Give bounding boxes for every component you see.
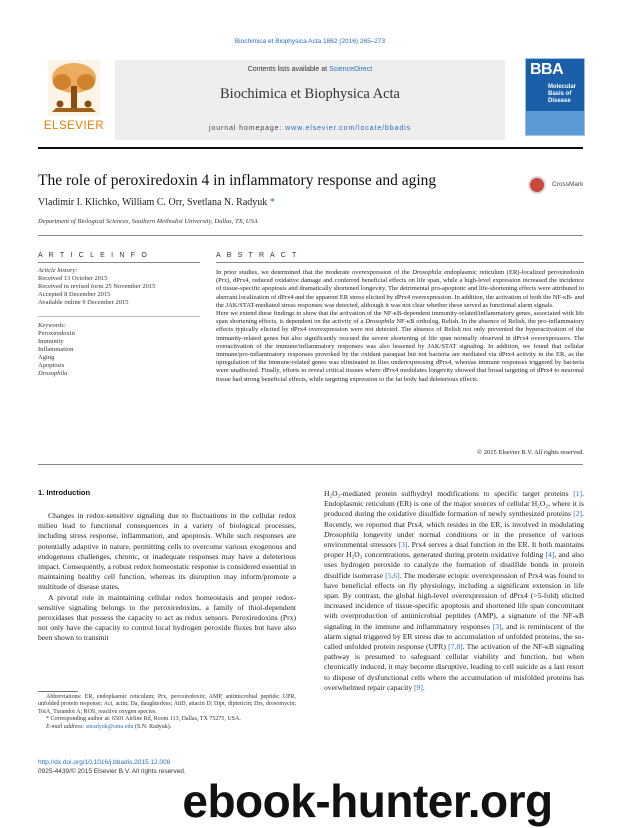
issn-line: 0925-4439/© 2015 Elsevier B.V. All rights reserved. [38, 768, 186, 775]
keywords-block [38, 322, 200, 378]
cover-subtitle: Molecular Basis of Disease [548, 84, 577, 104]
sciencedirect-link[interactable]: ScienceDirect [329, 66, 373, 73]
cover-decorative-band [526, 111, 584, 135]
abstract-copyright: © 2015 Elsevier B.V. All rights reserved. [477, 449, 584, 456]
intro-paragraph-2: A pivotal role in maintaining cellular redox homeostasis and proper redox-sensitive signaling belongs to the peroxiredoxins, a family of thiol-dependent peroxidases that possess the capacity to act as redox sensors. Peroxiredoxins (Prx) not only have the capacity to control local hydrogen peroxide fluxes but have also been shown to transmit [38, 592, 296, 643]
body-text-run: . The moderate ectopic overexpression of Prx4 was found to have beneficial effects on fly physiology, including a significant extension in life span. By contrast, the global high-level overexpression of dPrx4 (>5-fold) elicited increased incidence of tissue-specific apoptosis and shortened life span concomitant with overproduction of antimicrobial peptides (AMP), a signature of the NF-κB signaling in the immune and inflammatory responses [324, 570, 584, 631]
contents-availability-line [115, 66, 505, 73]
body-text-run: . Endoplasmic reticulum (ER) is one of the major sources of cellular H₂O₂, where it is produced during the oxidative disulfide formation of newly synthesized proteins [324, 489, 584, 519]
reference-link[interactable]: [7,8] [448, 642, 463, 652]
elsevier-logo [38, 60, 110, 138]
body-text-run: longevity under normal conditions or in the presence of various environmental stressors [324, 529, 584, 550]
abstract-heading: A B S T R A C T [216, 252, 299, 259]
reference-link[interactable]: [5,6] [385, 570, 400, 580]
reference-link[interactable]: [4] [545, 550, 555, 560]
footnotes [38, 694, 296, 731]
contents-prefix: Contents lists available at [247, 66, 330, 73]
history-revised: Received in revised form 25 November 2015 [38, 283, 156, 290]
homepage-link[interactable]: www.elsevier.com/locate/bbadis [285, 125, 411, 132]
reference-link[interactable]: [3] [398, 540, 408, 550]
article-info-heading: A R T I C L E I N F O [38, 252, 150, 259]
abstract-italic-run: Drosophila [365, 318, 395, 326]
article-title: The role of peroxiredoxin 4 in inflammatory response and aging [38, 172, 437, 189]
abstract-text-run: endoplasmic reticulum (ER)-localized peroxiredoxin (Prx), dPrx4, reduced oxidative damage and conferred beneficial effects on life span, while a high-level expression increased the incidence of tissue-specific apoptosis and dramatically shortened longevity. The detrimental pro-apoptotic and life-shortening effects were attributed to aberrant localization of dPrx4 and the apparent ER stress elicited by dPrx4 overexpression. In addition, the activation of both the NF-κB- and the JAK/STAT-mediated stress responses was detected, although it was not clear whether these served as functional alarm signals. [216, 269, 584, 309]
doi-link[interactable]: http://dx.doi.org/10.1016/j.bbadis.2015.12.008 [38, 759, 171, 766]
history-accepted: Accepted 8 December 2015 [38, 291, 111, 298]
abstract-text-run: NF-κB ortholog, Relish. In the absence of Relish, the pro-inflammatory effects typically elicited by dPrx4 overexpression were not detected. The absence of Relish not only prevented the hyperactivation of the immunity-related genes but also significantly rescued the severe shortening of life span normally observed in dPrx4 overexpressors. The overactivation of the immune/inflammatory responses was also lessened by JAK/STAT signaling. In addition, we found that cellular immune/pro-inflammatory responses provoked by the oxidant paraquat but not bacteria are mediated via dPrx4 activity in the ER, as the upregulation of the immune-related genes was eliminated in flies underexpressing dPrx4, whereas immune responses triggered by bacteria were unaffected. Finally, efforts to reveal critical tissues where dPrx4 modulates longevity showed that broad targeting of dPrx4 to neuronal tissue had strong beneficial effects, while targeting expression to the fat body had deleterious effects. [216, 318, 585, 383]
corresponding-author-mark[interactable]: * [267, 197, 275, 208]
keyword-item: Apoptosis [38, 362, 65, 369]
abstract-italic-run: Drosophila [412, 269, 442, 276]
abstract-text-run: In prior studies, we determined that the moderate overexpression of the [216, 269, 413, 276]
abbreviations-footnote: Abbreviations: ER, endoplasmic reticulum; Prx, peroxiredoxin; AMP, antimicrobial peptide; UPR, unfolded protein response; Act, actin; Da, daughterless; AttD, attacin D; Dipt, diptericin; Drs, drosomycin; TotA, Turandot A; ROS, reactive oxygen species. [38, 694, 296, 715]
keyword-item: Immunity [38, 338, 64, 345]
keyword-item: Peroxiredoxin [38, 330, 75, 337]
reference-link[interactable]: [1] [573, 489, 583, 498]
crossmark-badge[interactable] [528, 174, 588, 196]
article-info-rule [38, 262, 200, 263]
article-history [38, 267, 200, 307]
author-names: Vladimir I. Klichko, William C. Orr, Svetlana N. Radyuk [38, 197, 268, 208]
journal-citation[interactable]: Biochimica et Biophysica Acta 1862 (2016) 265–273 [234, 38, 386, 45]
journal-homepage-line [115, 125, 505, 132]
keywords-rule [38, 316, 200, 317]
journal-name: Biochimica et Biophysica Acta [220, 86, 400, 102]
cover-bba-letters: BBA [530, 61, 564, 78]
body-italic-run: Drosophila [324, 529, 359, 539]
author-list [38, 197, 275, 208]
body-text-run: . Prx4 serves a dual function in the ER. It both maintains proper H₂O₂ concentrations, generated during protein oxidative folding [324, 540, 584, 560]
history-online: Available online 9 December 2015 [38, 299, 129, 306]
footnote-rule [38, 691, 78, 692]
reference-link[interactable]: [9] [414, 682, 423, 692]
abstract-bottom-rule [38, 464, 583, 465]
crossmark-icon [528, 176, 546, 194]
affiliation: Department of Biological Sciences, Southern Methodist University, Dallas, TX, USA [38, 218, 258, 225]
elsevier-wordmark: ELSEVIER [43, 120, 105, 132]
reference-link[interactable]: [3] [492, 621, 502, 631]
homepage-prefix: journal homepage: [209, 125, 286, 132]
reference-link[interactable]: [2] [573, 509, 583, 519]
section-heading-introduction: 1. Introduction [38, 488, 91, 497]
header-rule [38, 147, 583, 149]
keyword-item: Aging [38, 354, 55, 361]
body-right-column [324, 489, 584, 693]
abstract-text-run: Here we extend these findings to show that the activation of the NF-κB-dependent immunity-related/inflammatory genes, associated with life span shortening effects, is dependent on the activity of a [216, 310, 584, 326]
title-rule [38, 235, 583, 236]
body-text-run: . Recently, we reported that Prx4, which resides in the ER, is involved in modulating [324, 509, 584, 529]
history-label: Article history: [38, 267, 78, 274]
email-suffix: (S.N. Radyuk). [133, 723, 172, 730]
body-text-run: . The activation of the NF-κB signaling pathway is presumed to safeguard cellular viability and function, but when chronically induced, it may become disruptive, leading to cell suicide as a last resort to dispose of dysfunctional cells where the accumulation of misfolded proteins has overwhelmed repair capacity [324, 642, 584, 692]
body-text-run: H₂O₂-mediated protein sulfhydryl modifications to specific target proteins [324, 489, 574, 498]
abstract-body [216, 269, 584, 384]
watermark-text: ebook-hunter.org [182, 775, 553, 827]
intro-paragraph-1: Changes in redox-sensitive signaling due to fluctuations in the cellular redox milieu lead to functional consequences in a variety of biological processes, including stress response, inflammation, and apoptosis. While such responses are potentially adaptive in nature, permitting cells to overcome various exogenous and endogenous challenges, chronic, or inadequate responses may have a deleterious impact. Consequently, a robust redox homeostatic response is considered essential in maintaining healthy cell function, whereas its disruption may inform/promote a multitude of disease states. [38, 511, 296, 592]
corresponding-author-footnote: * Corresponding author at: 6501 Airline Rd, Room 113, Dallas, TX 75275, USA. [46, 716, 241, 723]
crossmark-label: CrossMark [552, 181, 584, 188]
history-received: Received 13 October 2015 [38, 275, 108, 282]
intro-paragraph-continued [324, 489, 584, 693]
email-label: E-mail address: [46, 723, 86, 730]
email-footnote [38, 724, 296, 731]
keyword-item: Drosophila [38, 370, 68, 377]
keywords-label: Keywords: [38, 322, 66, 329]
email-link[interactable]: snradyuk@smu.edu [85, 723, 134, 730]
body-text-run: , and is reminiscent of the alarm signal triggered by ER stress due to accumulation of unfolded proteins, the so-called unfolded protein response (UPR) [324, 621, 585, 652]
body-text-run: . [422, 682, 425, 692]
journal-cover-thumbnail[interactable] [525, 58, 585, 136]
body-text-run: , and also uses hydrogen peroxide to catalyze the formation of disulfide bonds in protein disulfide isomerase [324, 550, 584, 580]
abstract-paragraph-1 [216, 269, 584, 310]
abstract-paragraph-2 [216, 310, 584, 384]
abstract-rule [216, 262, 584, 263]
body-left-column [38, 511, 296, 644]
keyword-item: Inflammation [38, 346, 74, 353]
elsevier-tree-icon [48, 60, 100, 116]
